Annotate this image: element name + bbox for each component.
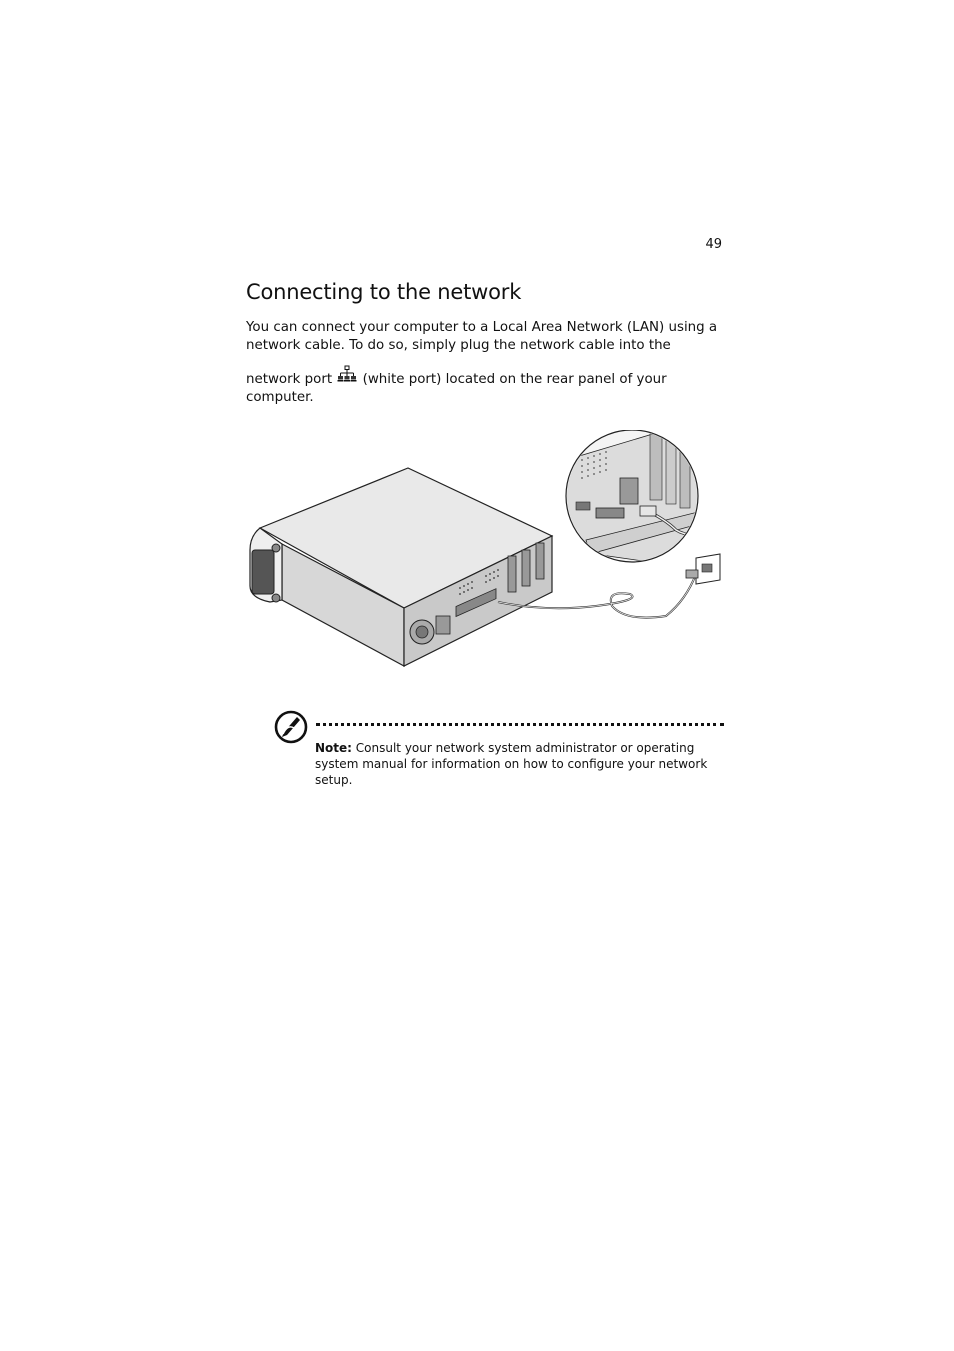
note-line-1-text: Consult your network system administrator or operating bbox=[351, 741, 695, 755]
note-text bbox=[315, 740, 725, 788]
section-title: Connecting to the network bbox=[246, 280, 522, 304]
body-line-3 bbox=[246, 365, 726, 389]
body-line-3-start: network port bbox=[246, 372, 337, 387]
note-divider bbox=[316, 723, 724, 726]
note-label: Note: bbox=[315, 741, 352, 755]
note-pen-icon bbox=[274, 710, 308, 744]
network-port-icon bbox=[337, 365, 357, 385]
note-line-3: setup. bbox=[315, 773, 353, 787]
computer-network-connection-illustration bbox=[246, 430, 726, 672]
page-number: 49 bbox=[705, 237, 722, 252]
note-line-1 bbox=[315, 740, 725, 756]
body-line-2: network cable. To do so, simply plug the network cable into the bbox=[246, 338, 671, 353]
body-line-3-end: (white port) located on the rear panel of your bbox=[358, 372, 667, 387]
body-line-4: computer. bbox=[246, 390, 314, 405]
body-line-1: You can connect your computer to a Local Area Network (LAN) using a bbox=[246, 320, 718, 335]
body-paragraph bbox=[246, 319, 726, 407]
note-line-2: system manual for information on how to configure your network bbox=[315, 757, 708, 771]
